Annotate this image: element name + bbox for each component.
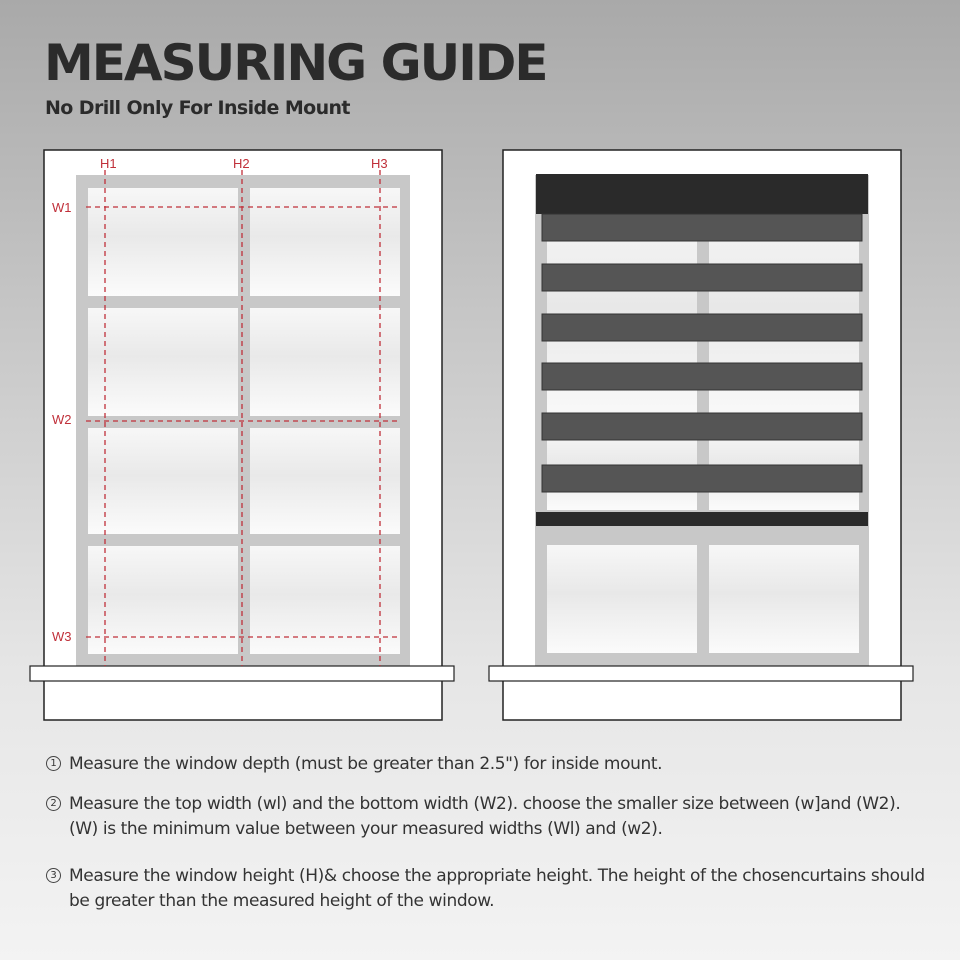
h1-label: H1: [100, 156, 117, 171]
measuring-diagram: [28, 148, 458, 723]
instruction-step: [46, 864, 926, 914]
page-title: MEASURING GUIDE: [44, 34, 547, 92]
step-number-badge: 2: [46, 796, 61, 811]
window-sill: [30, 666, 454, 681]
h3-label: H3: [371, 156, 388, 171]
step-number-badge: 3: [46, 868, 61, 883]
page-subtitle: No Drill Only For Inside Mount: [45, 97, 350, 119]
blind-slat: [542, 363, 862, 390]
blind-headrail: [536, 174, 868, 214]
blind-slat: [542, 264, 862, 291]
w3-label: W3: [52, 629, 72, 644]
instructions-list: [46, 752, 926, 914]
blind-slat: [542, 413, 862, 440]
step-text: Measure the top width (wl) and the bottom width (W2). choose the smaller size between (w]and (W2).(W) is the minimum value between your measured widths (Wl) and (w2).: [69, 794, 901, 839]
step-text: Measure the window height (H)& choose the appropriate height. The height of the chosencurtains should be greater than the measured height of the window.: [69, 866, 925, 911]
blind-slat: [542, 214, 862, 241]
h2-label: H2: [233, 156, 250, 171]
instruction-step: [46, 792, 926, 842]
step-text: Measure the window depth (must be greater than 2.5") for inside mount.: [69, 754, 663, 774]
blind-slat: [542, 314, 862, 341]
step-number-badge: 1: [46, 756, 61, 771]
w2-label: W2: [52, 412, 72, 427]
blind-diagram: [487, 148, 917, 723]
window-sill: [489, 666, 913, 681]
instruction-step: [46, 752, 926, 777]
blind-slat: [542, 465, 862, 492]
w1-label: W1: [52, 200, 72, 215]
blind-bottomrail: [536, 512, 868, 526]
